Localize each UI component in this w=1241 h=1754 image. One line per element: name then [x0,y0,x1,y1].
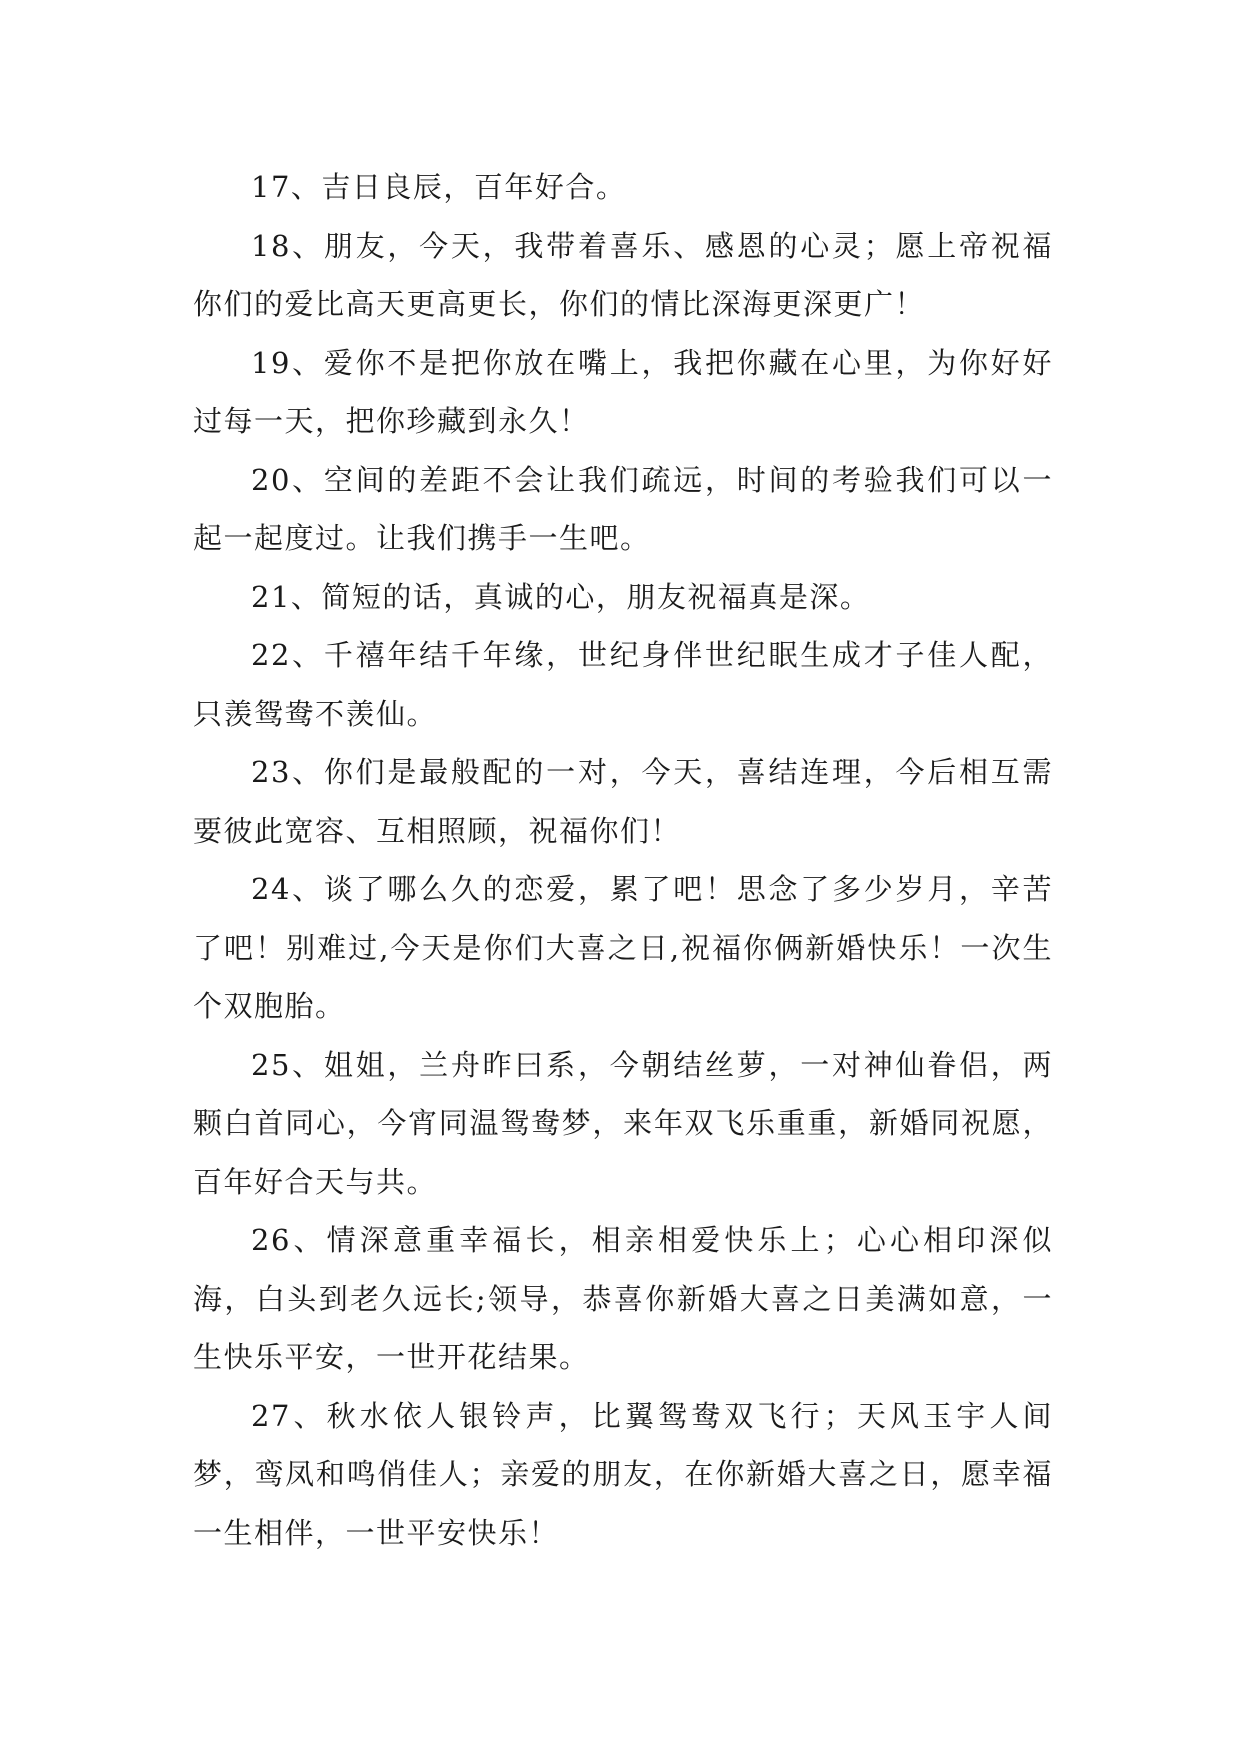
document-page [193,158,1053,1562]
paragraph-26: 26、情深意重幸福长，相亲相爱快乐上；心心相印深似海，白头到老久远长;领导，恭喜你新婚大喜之日美满如意，一生快乐平安，一世开花结果。 [193,1223,1053,1374]
paragraph-25: 25、姐姐，兰舟昨曰系，今朝结丝萝，一对神仙眷侣，两颗白首同心，今宵同温鸳鸯梦，来年双飞乐重重，新婚同祝愿，百年好合天与共。 [193,1047,1053,1199]
paragraph-20: 20、空间的差距不会让我们疏远，时间的考验我们可以一起一起度过。让我们携手一生吧。 [193,462,1053,555]
paragraph-23: 23、你们是最般配的一对，今天，喜结连理，今后相互需要彼此宽容、互相照顾，祝福你们！ [193,755,1053,848]
paragraph-27: 27、秋水依人银铃声，比翼鸳鸯双飞行；天风玉宇人间梦，鸾凤和鸣俏佳人；亲爱的朋友，在你新婚大喜之日，愿幸福一生相伴，一世平安快乐！ [193,1398,1053,1550]
paragraph-17: 17、吉日良辰，百年好合。 [251,170,627,204]
paragraph-24: 24、谈了哪么久的恋爱，累了吧！思念了多少岁月，辛苦了吧！别难过,今天是你们大喜之日,祝福你俩新婚快乐！一次生个双胞胎。 [193,872,1053,1023]
paragraph-22: 22、千禧年结千年缘，世纪身伴世纪眠生成才子佳人配，只羡鸳鸯不羡仙。 [193,638,1053,731]
paragraph-19: 19、爱你不是把你放在嘴上，我把你藏在心里，为你好好过每一天，把你珍藏到永久！ [193,345,1053,438]
paragraph-21: 21、简短的话，真诚的心，朋友祝福真是深。 [251,579,871,614]
paragraph-18: 18、朋友，今天，我带着喜乐、感恩的心灵；愿上帝祝福你们的爱比高天更高更长，你们的情比深海更深更广！ [193,228,1053,321]
